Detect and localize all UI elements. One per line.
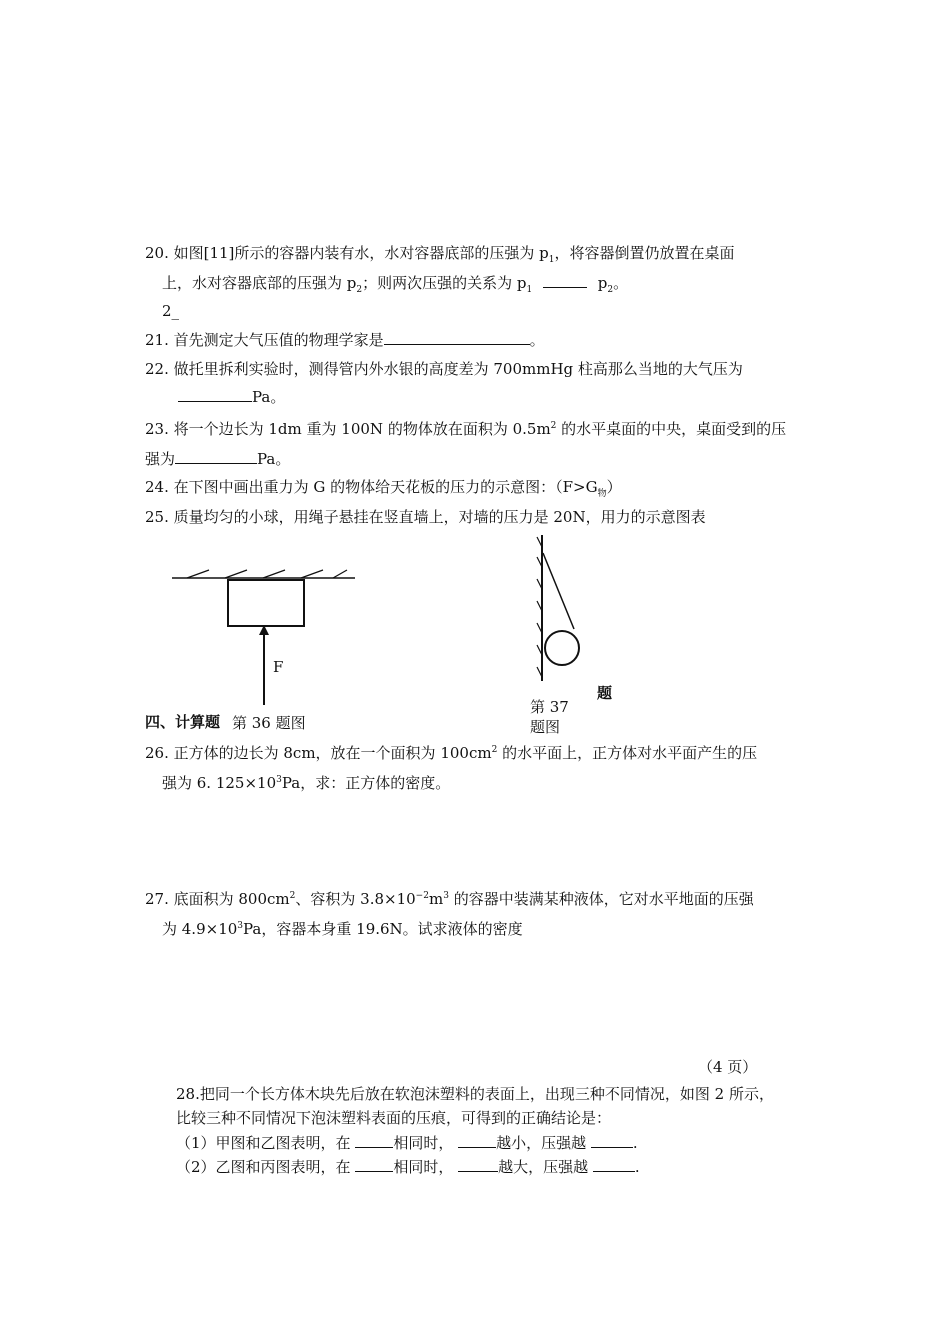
q20-answer-blank[interactable] (543, 273, 587, 288)
section-4-title: 四、计算题 (145, 713, 221, 731)
q25-text: 25. 质量均匀的小球，用绳子悬挂在竖直墙上，对墙的压力是 20N，用力的示意图表 (145, 508, 706, 526)
q28-s2-blank-1[interactable] (355, 1157, 393, 1172)
q28-line2: 比较三种不同情况下泡沫塑料表面的压痕，可得到的正确结论是： (176, 1109, 612, 1127)
ceiling-hatch (225, 570, 247, 578)
q28-s1-blank-1[interactable] (355, 1133, 393, 1148)
ceiling-hatch (187, 570, 209, 578)
q27-line1: 27. 底面积为 $800cm^2$、容积为 $3.8\times 10^{-2}m^3$ 的容器中装满某种液体，它对水平地面的压强 (145, 890, 754, 908)
page-number: （4 页） (698, 1058, 758, 1076)
q28-s1-blank-2[interactable] (458, 1133, 496, 1148)
fig37-caption-b: 题 (597, 684, 613, 702)
ceiling-hatch (263, 570, 285, 578)
ceiling-hatch (301, 570, 323, 578)
q22-answer-blank[interactable] (178, 387, 252, 402)
fig37-caption-a: 第 37 (530, 698, 569, 716)
q24-text: 24. 在下图中画出重力为 G 的物体给天花板的压力的示意图：$(F>G_物)$ (145, 478, 622, 499)
q26-line1: 26. 正方体的边长为 8cm，放在一个面积为 $100cm^2$ 的水平面上，正方体对水平面产生的压 (145, 744, 758, 762)
figure-36-diagram (165, 565, 365, 705)
q26-line2: 强为 6. $125\times 10^3Pa$，求：正方体的密度。 (162, 774, 451, 792)
q28-s2-blank-3[interactable] (593, 1157, 635, 1172)
q23-line2: 强为 Pa。 (145, 450, 291, 468)
q27-line2: 为 $4.9\times 10^3Pa$，容器本身重 19.6N。试求液体的密度 (162, 920, 523, 938)
q28-s2-blank-2[interactable] (458, 1157, 498, 1172)
q21-answer-blank[interactable] (384, 330, 530, 345)
q21-text: 21. 首先测定大气压值的物理学家是 。 (145, 331, 545, 349)
q20-line3: 2_ (162, 302, 180, 320)
q28-s1: （1）甲图和乙图表明，在 相同时， 越小，压强越 . (176, 1134, 638, 1152)
q22-line1: 22. 做托里拆利实验时，测得管内外水银的高度差为 700mmHg 柱高那么当地的大气压为 (145, 360, 743, 378)
rope (543, 553, 574, 629)
ball (545, 631, 579, 665)
force-label: F (273, 658, 284, 676)
q28-line1: 28.把同一个长方体木块先后放在软泡沫塑料的表面上，出现三种不同情况，如图 2 所示， (176, 1085, 774, 1103)
ceiling-hatch (333, 570, 347, 578)
fig37-caption-c: 题图 (530, 718, 561, 736)
q23-answer-blank[interactable] (175, 449, 257, 464)
figure-37-diagram (530, 533, 600, 683)
object-box (228, 580, 304, 626)
q20-line2: 上，水对容器底部的压强为 $p_2$；则两次压强的关系为 $p_1$ $p_2$。 (162, 274, 629, 295)
q28-s2: （2）乙图和丙图表明，在 相同时， 越大，压强越 . (176, 1158, 640, 1176)
q20-line1: 20. 如图[11]所示的容器内装有水，水对容器底部的压强为 $p_1$，将容器倒置仍放置在桌面 (145, 244, 735, 265)
fig36-caption: 第 36 题图 (232, 714, 306, 732)
q22-line2: Pa。 (178, 387, 285, 407)
q28-s1-blank-3[interactable] (591, 1133, 633, 1148)
q23-line1: 23. 将一个边长为 1dm 重为 100N 的物体放在面积为 $0.5m^2$ 的水平桌面的中央，桌面受到的压 (145, 420, 787, 438)
